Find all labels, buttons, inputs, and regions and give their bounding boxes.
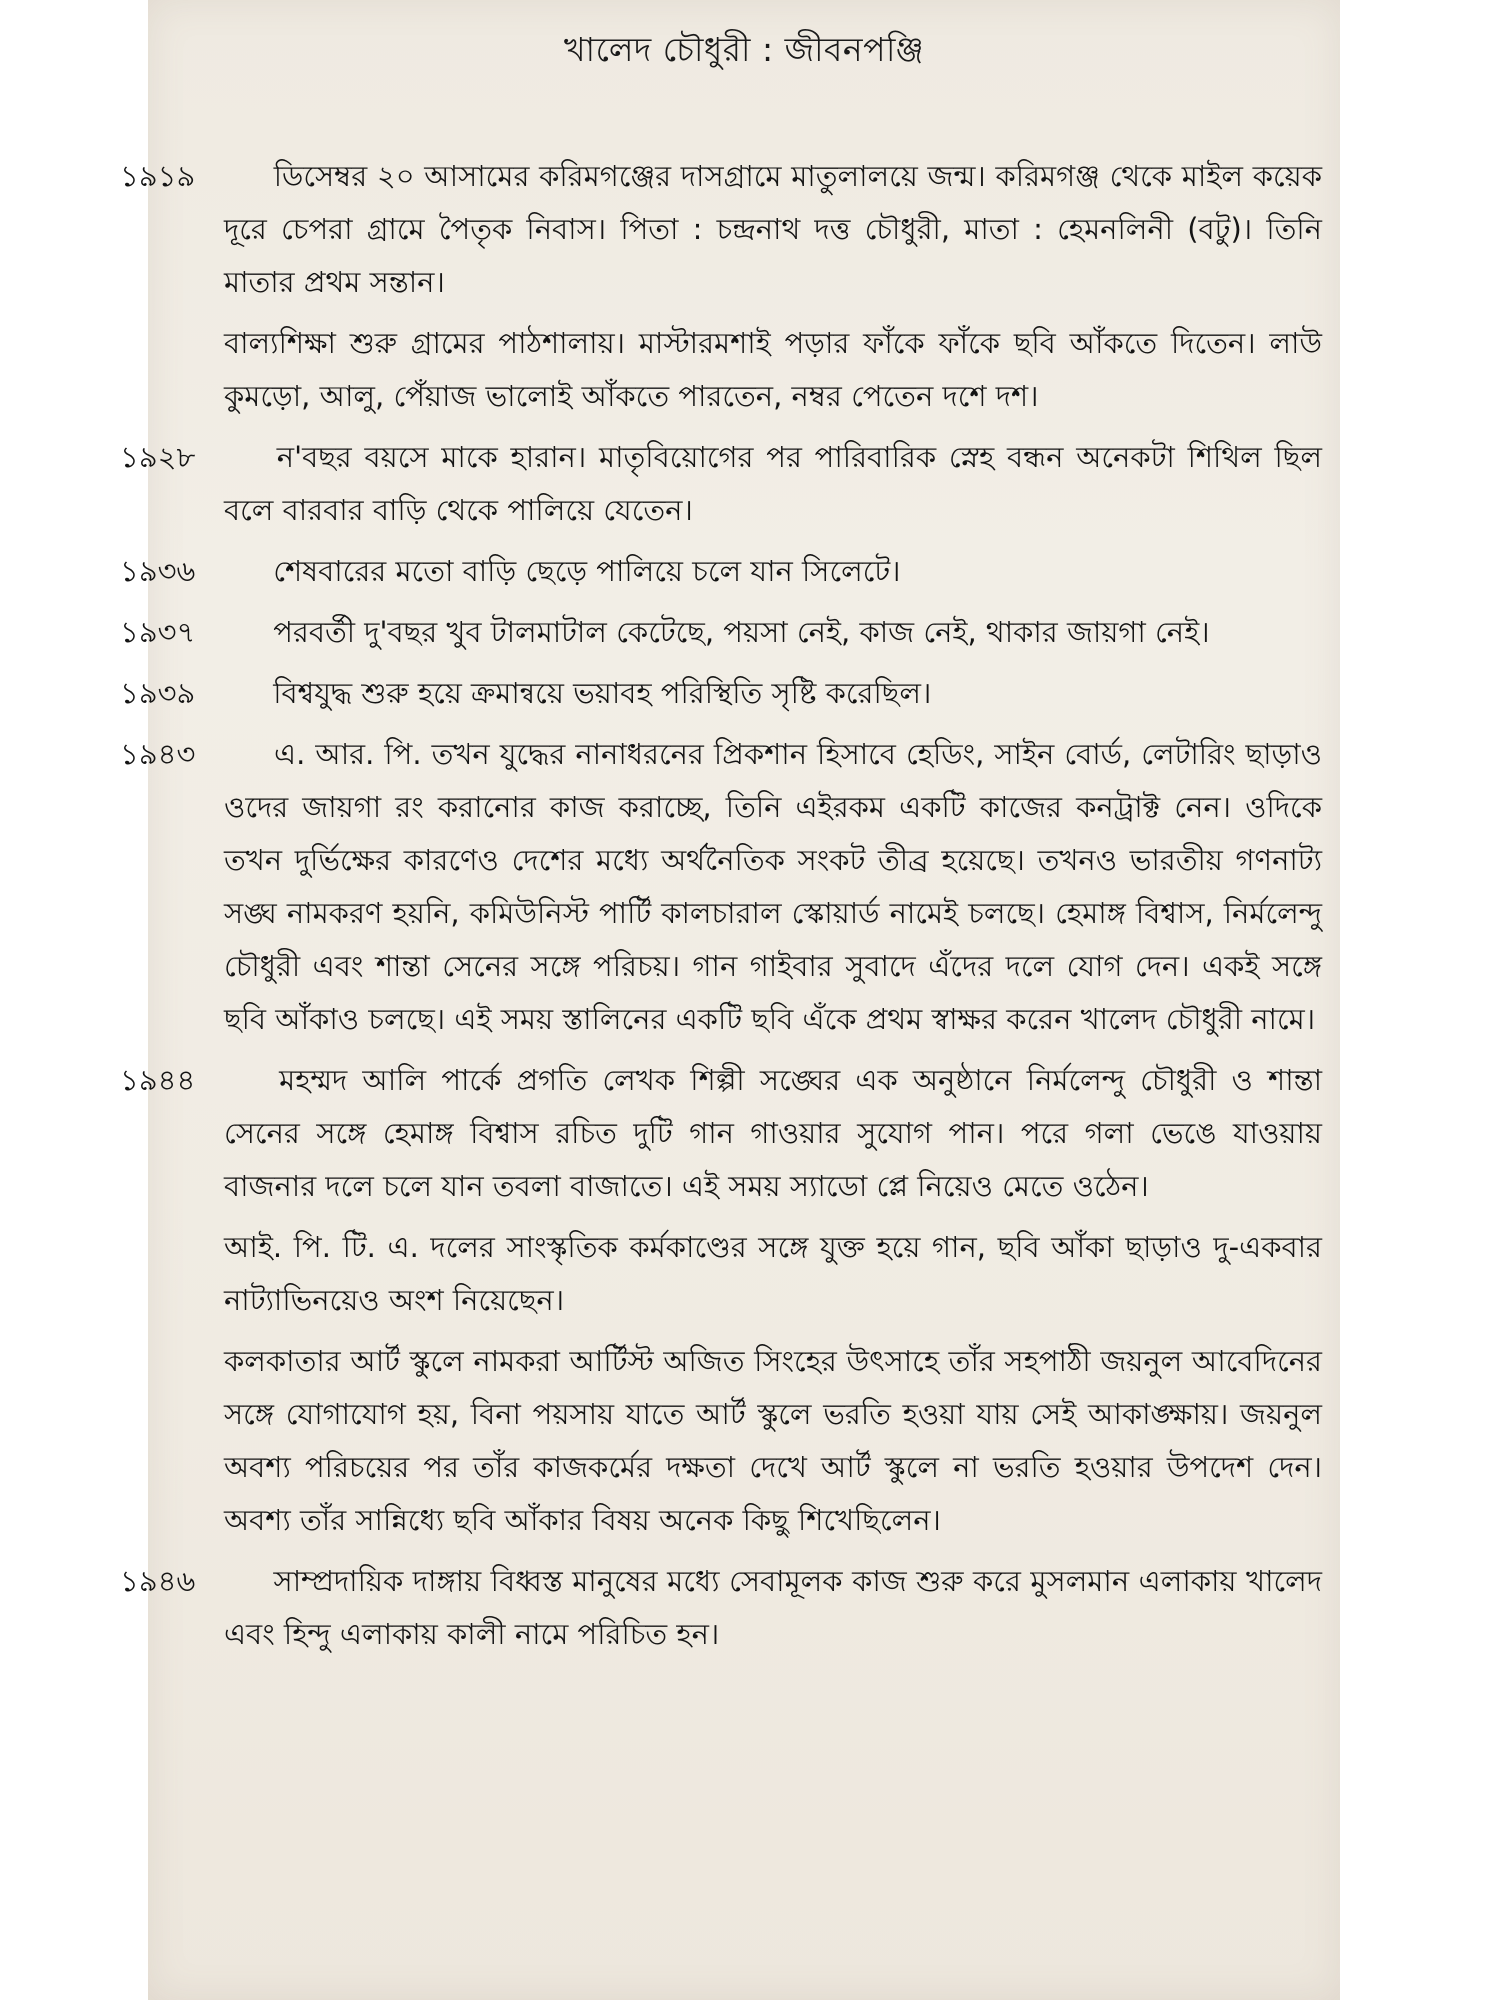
chronology-entry-1919 (120, 150, 1323, 309)
chronology-paragraph (172, 1335, 1322, 1547)
book-page (120, 0, 1340, 2000)
chronology-entry-1936 (120, 545, 1322, 598)
chronology-entry-1944 (120, 1054, 1323, 1213)
chronology-entry-1928 (120, 431, 1322, 537)
chronology-list (120, 150, 1323, 1669)
entry-text: আই. পি. টি. এ. দলের সাংস্কৃতিক কর্মকাণ্ডের সঙ্গে যুক্ত হয়ে গান, ছবি আঁকা ছাড়াও দু-একবার নাট্যাভিনয়েও অংশ নিয়েছেন। (224, 1230, 1322, 1317)
entry-text: বাল্যশিক্ষা শুরু গ্রামের পাঠশালায়। মাস্টারমশাই পড়ার ফাঁকে ফাঁকে ছবি আঁকতে দিতেন। লাউ কুমড়ো, আলু, পেঁয়াজ ভালোই আঁকতে পারতেন, নম্বর পেতেন দশে দশ। (224, 326, 1322, 413)
entry-text: বিশ্বযুদ্ধ শুরু হয়ে ক্রমান্বয়ে ভয়াবহ পরিস্থিতি সৃষ্টি করেছিল। (273, 676, 932, 710)
entry-year: ১৯৩৭ (120, 615, 196, 649)
chronology-paragraph (172, 1221, 1322, 1327)
entry-text: ডিসেম্বর ২০ আসামের করিমগঞ্জের দাসগ্রামে মাতুলালয়ে জন্ম। করিমগঞ্জ থেকে মাইল কয়েক দূরে চেপরা গ্রামে পৈতৃক নিবাস। পিতা : চন্দ্রনাথ দত্ত চৌধুরী, মাতা : হেমনলিনী (বটু)। তিনি মাতার প্রথম সন্তান। (224, 159, 1323, 299)
entry-text: এ. আর. পি. তখন যুদ্ধের নানাধরনের প্রিকশান হিসাবে হেডিং, সাইন বোর্ড, লেটারিং ছাড়াও ওদের জায়গা রং করানোর কাজ করাচ্ছে, তিনি এইরকম একটি কাজের কনট্রাক্ট নেন। ওদিকে তখন দুর্ভিক্ষের কারণেও দেশের মধ্যে অর্থনৈতিক সংকট তীব্র হয়েছে। তখনও ভারতীয় গণনাট্য সঙ্ঘ নামকরণ হয়নি, কমিউনিস্ট পার্টি কালচারাল স্কোয়ার্ড নামেই চলছে। হেমাঙ্গ বিশ্বাস, নির্মলেন্দু চৌধুরী এবং শান্তা সেনের সঙ্গে পরিচয়। গান গাইবার সুবাদে এঁদের দলে যোগ দেন। একই সঙ্গে ছবি আঁকাও চলছে। এই সময় স্তালিনের একটি ছবি এঁকে প্রথম স্বাক্ষর করেন খালেদ চৌধুরী নামে। (224, 737, 1322, 1036)
chronology-entry-1946 (120, 1555, 1322, 1661)
entry-text: পরবর্তী দু'বছর খুব টালমাটাল কেটেছে, পয়সা নেই, কাজ নেই, থাকার জায়গা নেই। (273, 615, 1210, 649)
entry-year: ১৯৪৬ (120, 1564, 196, 1598)
chronology-entry-1943 (120, 728, 1322, 1046)
entry-year: ১৯২৮ (120, 440, 196, 474)
entry-year: ১৯৩৬ (120, 554, 196, 588)
page-title: খালেদ চৌধুরী : জীবনপঞ্জি (563, 30, 925, 69)
entry-year: ১৯৩৯ (120, 676, 196, 710)
chronology-entry-1937 (120, 606, 1322, 659)
chronology-paragraph (172, 317, 1322, 423)
entry-year: ১৯৪৩ (120, 737, 196, 771)
entry-text: ন'বছর বয়সে মাকে হারান। মাতৃবিয়োগের পর পারিবারিক স্নেহ বন্ধন অনেকটা শিথিল ছিল বলে বারবার বাড়ি থেকে পালিয়ে যেতেন। (224, 440, 1322, 527)
entry-text: মহম্মদ আলি পার্কে প্রগতি লেখক শিল্পী সঙ্ঘের এক অনুষ্ঠানে নির্মলেন্দু চৌধুরী ও শান্তা সেনের সঙ্গে হেমাঙ্গ বিশ্বাস রচিত দুটি গান গাওয়ার সুযোগ পান। পরে গলা ভেঙে যাওয়ায় বাজনার দলে চলে যান তবলা বাজাতে। এই সময় স্যাডো প্লে নিয়েও মেতে ওঠেন। (224, 1063, 1323, 1203)
entry-text: সাম্প্রদায়িক দাঙ্গায় বিধ্বস্ত মানুষের মধ্যে সেবামূলক কাজ শুরু করে মুসলমান এলাকায় খালেদ এবং হিন্দু এলাকায় কালী নামে পরিচিত হন। (224, 1564, 1322, 1651)
entry-text: শেষবারের মতো বাড়ি ছেড়ে পালিয়ে চলে যান সিলেটে। (273, 554, 901, 588)
entry-text: কলকাতার আর্ট স্কুলে নামকরা আর্টিস্ট অজিত সিংহের উৎসাহে তাঁর সহপাঠী জয়নুল আবেদিনের সঙ্গে যোগাযোগ হয়, বিনা পয়সায় যাতে আর্ট স্কুলে ভরতি হওয়া যায় সেই আকাঙ্ক্ষায়। জয়নুল অবশ্য পরিচয়ের পর তাঁর কাজকর্মের দক্ষতা দেখে আর্ট স্কুলে না ভরতি হওয়ার উপদেশ দেন। অবশ্য তাঁর সান্নিধ্যে ছবি আঁকার বিষয় অনেক কিছু শিখেছিলেন। (224, 1344, 1322, 1537)
entry-year: ১৯১৯ (120, 159, 196, 193)
entry-year: ১৯৪৪ (120, 1063, 196, 1097)
chronology-entry-1939 (120, 667, 1322, 720)
